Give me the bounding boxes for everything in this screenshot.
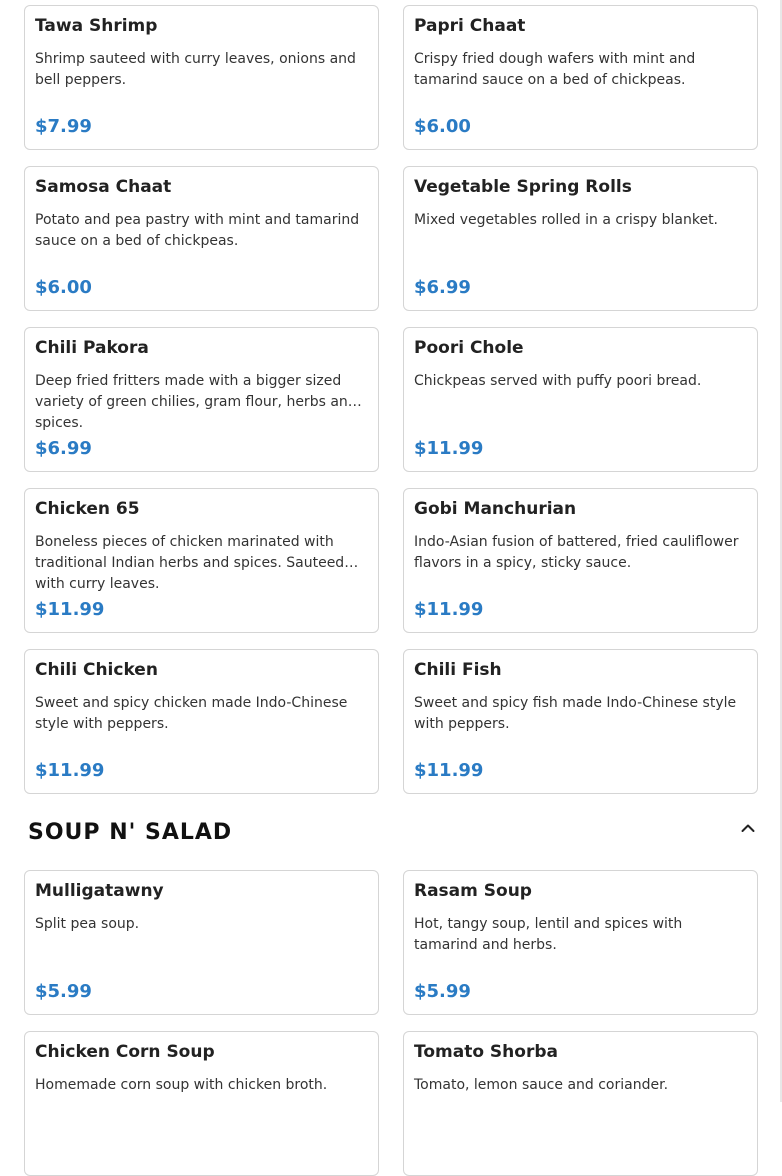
menu-item-card[interactable] xyxy=(24,649,379,794)
menu-item-card[interactable] xyxy=(403,488,758,633)
section-title: SOUP N' SALAD xyxy=(28,820,233,845)
menu-item-description: Potato and pea pastry with mint and tamarind sauce on a bed of chickpeas. xyxy=(35,212,360,249)
menu-item-price: $6.99 xyxy=(414,277,471,298)
menu-item-name: Rasam Soup xyxy=(414,881,532,901)
menu-item-price: $6.00 xyxy=(35,277,92,298)
menu-item-price: $11.99 xyxy=(414,760,484,781)
menu-item-description: Deep fried fritters made with a bigger sized variety of green chilies, gram flour, herbs and spices. xyxy=(35,373,357,431)
menu-item-name: Papri Chaat xyxy=(414,16,526,36)
menu-item-card[interactable] xyxy=(24,870,379,1015)
menu-item-description: Sweet and spicy chicken made Indo-Chinese style with peppers. xyxy=(35,695,348,732)
menu-item-description: Indo-Asian fusion of battered, fried cauliflower flavors in a spicy, sticky sauce. xyxy=(414,534,739,571)
menu-item-description: Mixed vegetables rolled in a crispy blanket. xyxy=(414,212,719,228)
menu-item-price: $11.99 xyxy=(35,599,105,620)
menu-item-card[interactable] xyxy=(403,870,758,1015)
menu-item-card[interactable] xyxy=(403,649,758,794)
menu-item-price: $5.99 xyxy=(35,981,92,1002)
menu-item-name: Chili Fish xyxy=(414,660,502,680)
menu-item-card[interactable] xyxy=(24,166,379,311)
menu-item-card[interactable] xyxy=(24,327,379,472)
menu-item-description: Crispy fried dough wafers with mint and tamarind sauce on a bed of chickpeas. xyxy=(414,51,696,88)
menu-item-price: $6.99 xyxy=(35,438,92,459)
menu-item-price: $7.99 xyxy=(35,116,92,137)
chevron-up-icon xyxy=(741,823,755,833)
menu-item-name: Poori Chole xyxy=(414,338,524,358)
menu-item-description: Homemade corn soup with chicken broth. xyxy=(35,1077,328,1093)
menu-item-description: Sweet and spicy fish made Indo-Chinese style with peppers. xyxy=(414,695,737,732)
menu-item-description: Chickpeas served with puffy poori bread. xyxy=(414,373,702,389)
menu-item-card[interactable] xyxy=(403,5,758,150)
menu-item-price: $6.00 xyxy=(414,116,471,137)
menu-item-card[interactable] xyxy=(403,327,758,472)
appetizer-grid xyxy=(24,5,758,794)
menu-item-description: Boneless pieces of chicken marinated with traditional Indian herbs and spices. Sauteed with curry leaves. xyxy=(35,534,345,592)
menu-item-price: $11.99 xyxy=(35,760,105,781)
menu-item-name: Samosa Chaat xyxy=(35,177,172,197)
menu-item-card[interactable] xyxy=(403,166,758,311)
menu-content xyxy=(24,5,758,1176)
menu-item-name: Mulligatawny xyxy=(35,881,164,901)
menu-item-name: Tomato Shorba xyxy=(414,1042,558,1062)
menu-item-name: Chili Pakora xyxy=(35,338,149,358)
menu-item-price: $5.99 xyxy=(414,981,471,1002)
collapse-toggle-button[interactable] xyxy=(738,818,758,838)
menu-item-card[interactable] xyxy=(24,1031,379,1176)
soup-salad-grid xyxy=(24,870,758,1176)
menu-item-description: Tomato, lemon sauce and coriander. xyxy=(414,1077,669,1093)
menu-item-card[interactable] xyxy=(403,1031,758,1176)
menu-item-description: Split pea soup. xyxy=(35,916,140,932)
menu-item-name: Chili Chicken xyxy=(35,660,158,680)
menu-item-description: Hot, tangy soup, lentil and spices with tamarind and herbs. xyxy=(414,916,683,953)
menu-item-name: Gobi Manchurian xyxy=(414,499,577,519)
menu-item-price: $11.99 xyxy=(414,438,484,459)
menu-item-name: Tawa Shrimp xyxy=(35,16,158,36)
menu-item-price: $11.99 xyxy=(414,599,484,620)
menu-item-description: Shrimp sauteed with curry leaves, onions and bell peppers. xyxy=(35,51,356,88)
menu-item-name: Chicken 65 xyxy=(35,499,140,519)
menu-item-name: Chicken Corn Soup xyxy=(35,1042,215,1062)
menu-item-name: Vegetable Spring Rolls xyxy=(414,177,632,197)
menu-item-card[interactable] xyxy=(24,5,379,150)
section-header-soup-n-salad[interactable] xyxy=(24,794,758,870)
menu-item-card[interactable] xyxy=(24,488,379,633)
